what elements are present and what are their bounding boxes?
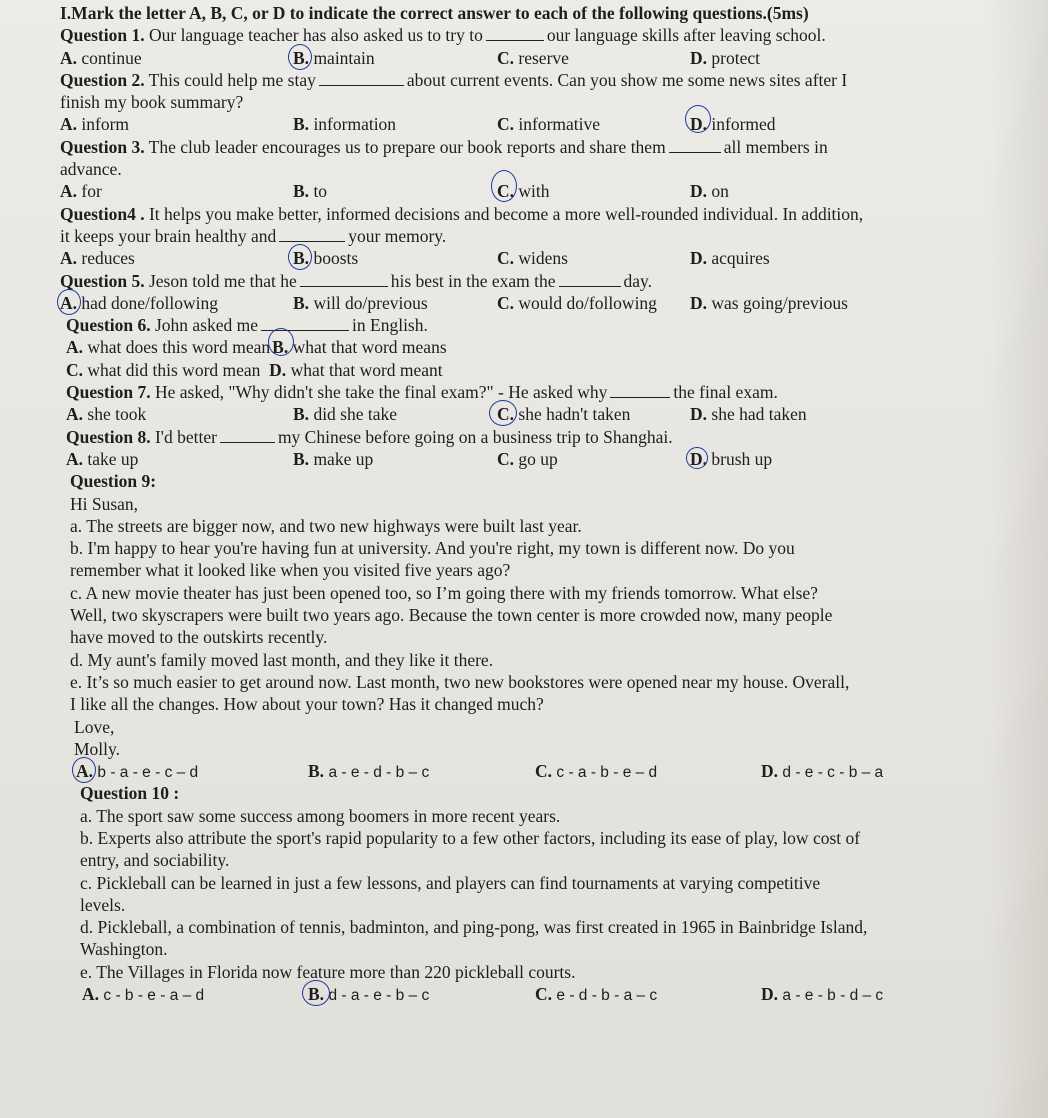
passage-line: d. Pickleball, a combination of tennis, badminton, and ping-pong, was first created in 1965 in Bainbridge Island, — [80, 917, 868, 938]
option-c[interactable]: C. c - a - b - e – d — [535, 761, 658, 782]
options-q6-row2 — [60, 359, 960, 381]
options-q8 — [60, 448, 960, 470]
answer-blank — [669, 137, 721, 153]
option-a[interactable]: A. continue — [60, 47, 142, 68]
option-a[interactable]: A. take up — [66, 448, 139, 469]
passage-line: b. I'm happy to hear you're having fun at university. And you're right, my town is different now. Do you — [70, 538, 795, 559]
option-c[interactable]: C. e - d - b - a – c — [535, 984, 658, 1005]
question-7: Question 7. He asked, "Why didn't she take the final exam?" - He asked why the final exam. — [66, 382, 778, 403]
options-q4 — [60, 247, 960, 269]
option-b[interactable]: B. did she take — [293, 404, 398, 425]
option-b[interactable]: B. will do/previous — [293, 292, 428, 313]
option-c[interactable]: C. go up — [497, 448, 558, 469]
options-q2 — [60, 113, 960, 135]
letter-closing: Love, — [74, 716, 115, 737]
option-a[interactable]: A. b - a - e - c – d — [76, 760, 308, 782]
options-q9 — [60, 760, 960, 782]
answer-blank — [319, 70, 404, 86]
section-header: I.Mark the letter A, B, C, or D to indicate the correct answer to each of the following questions.(5ms) — [60, 3, 809, 23]
option-b[interactable]: B. d - a - e - b – c — [308, 983, 535, 1005]
selected-answer-circle — [268, 328, 294, 356]
passage-line: d. My aunt's family moved last month, and they like it there. — [70, 649, 494, 670]
question-6: Question 6. John asked me in English. — [66, 315, 428, 336]
options-q10 — [60, 983, 960, 1005]
answer-blank — [220, 427, 275, 443]
option-a[interactable]: A. for — [60, 181, 102, 202]
question-9-label: Question 9: — [70, 471, 157, 492]
selected-answer-circle — [685, 105, 711, 133]
selected-answer-circle — [72, 757, 96, 783]
option-b[interactable]: B. a - e - d - b – c — [308, 761, 430, 782]
selected-answer-circle — [686, 447, 708, 469]
passage-line: a. The streets are bigger now, and two new highways were built last year. — [70, 515, 582, 536]
option-b[interactable]: B. make up — [293, 448, 374, 469]
selected-answer-circle — [57, 289, 81, 315]
selected-answer-circle — [288, 244, 312, 270]
option-d[interactable]: D. brush up — [690, 448, 772, 470]
options-q5 — [60, 292, 960, 314]
answer-blank — [279, 226, 345, 242]
page-shadow — [988, 0, 1048, 1118]
question-5: Question 5. Jeson told me that he his best in the exam the day. — [60, 270, 653, 291]
options-q6-row1 — [60, 336, 960, 358]
option-c[interactable]: C. with — [497, 180, 690, 202]
option-b[interactable]: B. information — [293, 114, 397, 135]
options-q7 — [60, 403, 960, 425]
question-8: Question 8. I'd better my Chinese before going on a business trip to Shanghai. — [66, 426, 673, 447]
passage-line: Well, two skyscrapers were built two years ago. Because the town center is more crowded now, many people — [70, 605, 833, 626]
option-d[interactable]: D. informed — [690, 113, 776, 135]
question-4-cont: it keeps your brain healthy and your memory. — [60, 225, 447, 246]
option-d[interactable]: D. d - e - c - b – a — [761, 761, 884, 782]
selected-answer-circle — [288, 44, 312, 70]
option-c[interactable]: C. she hadn't taken — [497, 403, 690, 425]
passage-line: levels. — [80, 894, 126, 915]
passage-line: I like all the changes. How about your town? Has it changed much? — [70, 694, 544, 715]
option-d[interactable]: D. acquires — [690, 248, 770, 269]
passage-line: e. The Villages in Florida now feature more than 220 pickleball courts. — [80, 961, 576, 982]
question-2: Question 2. This could help me stay about current events. Can you show me some news sites after I — [60, 69, 848, 90]
selected-answer-circle — [491, 170, 517, 202]
question-3-cont: advance. — [60, 159, 122, 180]
passage-line: entry, and sociability. — [80, 850, 230, 871]
question-2-cont: finish my book summary? — [60, 92, 244, 113]
question-3: Question 3. The club leader encourages us to prepare our book reports and share them all members in — [60, 136, 828, 157]
answer-blank — [300, 271, 388, 287]
answer-blank — [486, 25, 544, 41]
option-c[interactable]: C. informative — [497, 114, 601, 135]
worksheet-content — [60, 2, 960, 1005]
option-a[interactable]: A. c - b - e - a – d — [82, 984, 205, 1005]
question-4: Question4 . It helps you make better, informed decisions and become a more well-rounded individual. In addition, — [60, 203, 864, 224]
passage-line: have moved to the outskirts recently. — [70, 627, 328, 648]
option-b[interactable]: B. what that word means — [272, 336, 447, 358]
passage-line: c. Pickleball can be learned in just a few lessons, and players can find tournaments at varying competitive — [80, 872, 821, 893]
letter-signature: Molly. — [74, 738, 121, 759]
question-10-label: Question 10 : — [80, 783, 180, 804]
option-d[interactable]: D. was going/previous — [690, 292, 848, 313]
passage-line: b. Experts also attribute the sport's rapid popularity to a few other factors, including its ease of play, low cost of — [80, 827, 861, 848]
option-b[interactable]: B. maintain — [293, 47, 497, 69]
answer-blank — [610, 382, 670, 398]
passage-line: Washington. — [80, 939, 168, 960]
passage-line: c. A new movie theater has just been opened too, so I’m going there with my friends tomorrow. What else? — [70, 582, 818, 603]
option-c[interactable]: C. would do/following — [497, 292, 657, 313]
option-a[interactable]: A. she took — [66, 404, 147, 425]
option-a[interactable]: A. had done/following — [60, 292, 293, 314]
answer-blank — [559, 271, 621, 287]
options-q1 — [60, 47, 960, 69]
option-b[interactable]: B. to — [293, 181, 328, 202]
passage-line: remember what it looked like when you visited five years ago? — [70, 560, 511, 581]
options-q3 — [60, 180, 960, 202]
passage-line: a. The sport saw some success among boomers in more recent years. — [80, 805, 561, 826]
option-d[interactable]: D. what that word meant — [269, 359, 443, 380]
option-d[interactable]: D. on — [690, 181, 729, 202]
selected-answer-circle — [302, 980, 330, 1006]
option-a[interactable]: A. inform — [60, 114, 130, 135]
option-d[interactable]: D. she had taken — [690, 404, 807, 425]
option-a[interactable]: A. reduces — [60, 248, 135, 269]
option-c[interactable]: C. reserve — [497, 47, 569, 68]
letter-greeting: Hi Susan, — [70, 493, 139, 514]
option-c[interactable]: C. what did this word mean — [66, 359, 261, 380]
option-c[interactable]: C. widens — [497, 248, 568, 269]
option-d[interactable]: D. a - e - b - d – c — [761, 984, 884, 1005]
question-1: Question 1. Our language teacher has also asked us to try to our language skills after leaving school. — [60, 25, 826, 46]
option-a[interactable]: A. what does this word mean — [66, 337, 271, 358]
option-d[interactable]: D. protect — [690, 47, 760, 68]
option-b[interactable]: B. boosts — [293, 247, 497, 269]
passage-line: e. It’s so much easier to get around now. Last month, two new bookstores were opened near my house. Overall, — [70, 671, 850, 692]
